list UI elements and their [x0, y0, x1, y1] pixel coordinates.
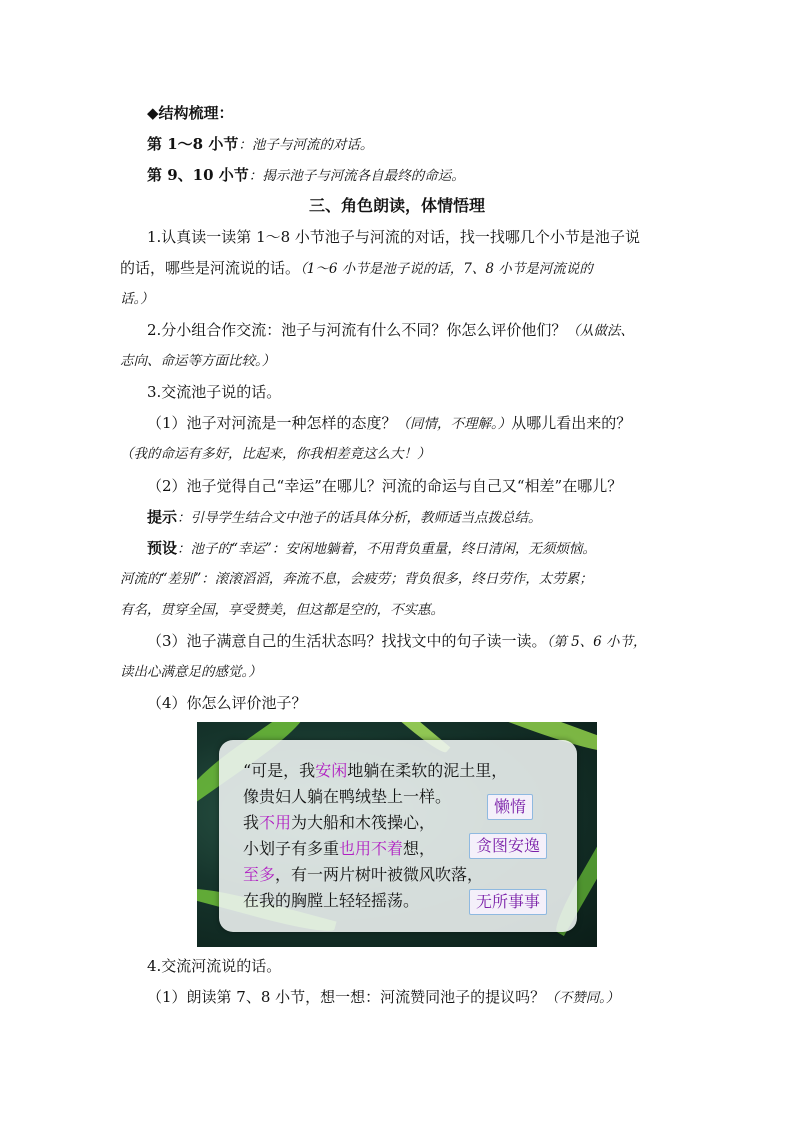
q3-1-note-2: （我的命运有多好，比起来，你我相差竟这么大！）	[120, 446, 431, 462]
tag-idle: 无所事事	[469, 889, 547, 915]
q3-1-line-a	[147, 413, 631, 434]
preset-text-b: 河流的“差别”：滚滚滔滔，奔流不息，会疲劳；背负很多，终日劳作，太劳累；	[120, 571, 593, 587]
slide-text: 为大船和木筏操心，	[291, 813, 436, 832]
q1-note-c: 话。）	[120, 291, 154, 307]
preset-text-c: 有名，贯穿全国，享受赞美，但这都是空的，不实惠。	[120, 602, 444, 618]
q3-3-line-a	[147, 631, 647, 652]
hint-text: ：引导学生结合文中池子的话具体分析，教师适当点拨总结。	[177, 510, 542, 526]
q2-text: 2.分小组合作交流：池子与河流有什么不同？你怎么评价他们？	[147, 321, 567, 339]
preset-label: 预设	[147, 539, 178, 557]
structure-title: ◆结构梳理：	[147, 104, 234, 122]
slide-highlight: 至多	[243, 865, 276, 884]
q3-1-text-b: 从哪儿看出来的？	[511, 414, 632, 432]
slide-line-6: 在我的胸膛上轻轻摇荡。	[243, 891, 420, 910]
slide-text: 我	[243, 813, 260, 832]
q1-text-b: 的话，哪些是河流说的话。	[120, 259, 301, 277]
slide-text: 地躺在柔软的泥土里，	[347, 761, 508, 780]
structure-item-2-text: ：揭示池子与河流各自最终的命运。	[248, 168, 465, 184]
slide-text: 想，	[403, 839, 436, 858]
slide-text-panel	[219, 740, 577, 932]
slide-line-1	[243, 760, 507, 782]
slide-image	[197, 722, 597, 947]
q4-1-note: （不赞同。）	[545, 990, 620, 1006]
structure-item-1-text: ：池子与河流的对话。	[238, 137, 374, 153]
structure-item-1-label: 第 1～8 小节	[147, 135, 239, 153]
q4-1-text: （1）朗读第 7、8 小节，想一想：河流赞同池子的提议吗？	[147, 988, 546, 1006]
slide-text: “可是，我	[243, 761, 316, 780]
structure-item-2	[147, 165, 465, 186]
q1-note-b: （1～6 小节是池子说的话，7、8 小节是河流说的	[300, 261, 593, 277]
hint-label: 提示	[147, 508, 178, 526]
slide-line-2: 像贵妇人躺在鸭绒垫上一样。	[243, 787, 452, 806]
q3-3-text: （3）池子满意自己的生活状态吗？找找文中的句子读一读。	[147, 632, 547, 650]
q4-title: 4.交流河流说的话。	[147, 957, 282, 975]
slide-highlight: 也用不着	[339, 839, 404, 858]
q2-line-a	[147, 320, 634, 341]
tag-comfort: 贪图安逸	[469, 833, 547, 859]
slide-text: 小划子有多重	[243, 839, 340, 858]
q1-line-b	[120, 258, 593, 279]
slide-line-3	[243, 812, 435, 834]
section3-heading: 三、角色朗读，体情悟理	[308, 196, 485, 215]
slide-highlight: 不用	[259, 813, 292, 832]
q3-1-note: （同情，不理解。）	[396, 416, 512, 432]
q3-2: （2）池子觉得自己“幸运”在哪儿？河流的命运与自己又“相差”在哪儿？	[147, 477, 623, 495]
q3-3-note-b: 读出心满意足的感觉。）	[120, 664, 262, 680]
structure-item-1	[147, 134, 373, 155]
q3-4: （4）你怎么评价池子？	[147, 694, 307, 712]
tag-lazy: 懒惰	[487, 794, 533, 820]
q2-note-b: 志向、命运等方面比较。）	[120, 353, 276, 369]
slide-text: ，有一两片树叶被微风吹落，	[275, 865, 484, 884]
structure-item-2-label: 第 9、10 小节	[147, 166, 249, 184]
preset-line-a	[147, 538, 596, 559]
q1-line-a: 1.认真读一读第 1～8 小节池子与河流的对话，找一找哪几个小节是池子说	[147, 228, 640, 246]
q4-1	[147, 987, 619, 1008]
hint-line	[147, 507, 542, 528]
slide-highlight: 安闲	[315, 761, 348, 780]
q3-title: 3.交流池子说的话。	[147, 383, 282, 401]
slide-line-4	[243, 838, 435, 860]
preset-text-a: ：池子的“幸运”：安闲地躺着，不用背负重量，终日清闲，无须烦恼。	[177, 541, 596, 557]
slide-line-5	[243, 864, 483, 886]
q3-1-text-a: （1）池子对河流是一种怎样的态度？	[147, 414, 397, 432]
q3-3-note-a: （第 5、6 小节，	[546, 634, 647, 650]
q2-note-a: （从做法、	[566, 323, 634, 339]
